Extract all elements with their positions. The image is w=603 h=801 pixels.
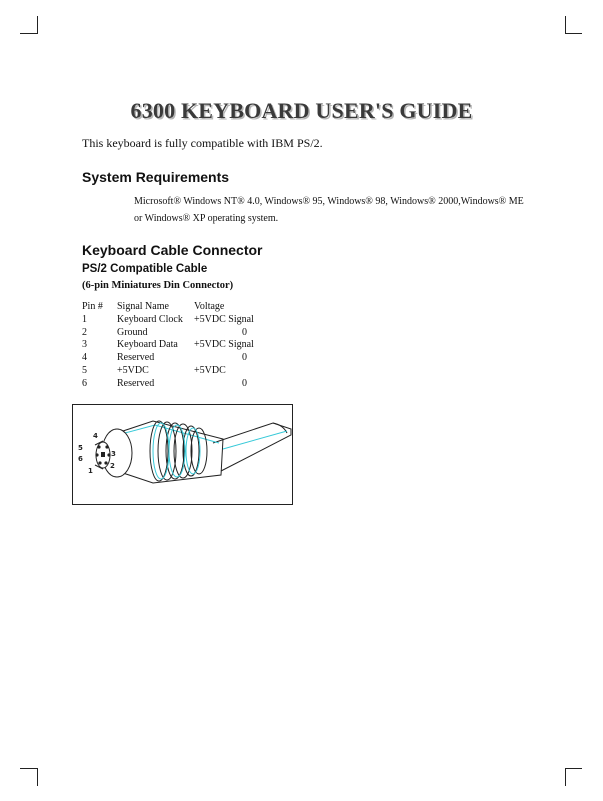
- signal-name: +5VDC: [117, 364, 149, 376]
- table-row: [82, 365, 352, 378]
- signal-name: Reserved: [117, 377, 155, 389]
- pin-table-header: [82, 301, 352, 314]
- ps2-plug-drawing: [73, 405, 293, 505]
- system-requirements-heading: System Requirements: [82, 169, 230, 185]
- header-voltage: Voltage: [194, 301, 225, 312]
- pin-number: 6: [82, 377, 87, 389]
- header-pin: Pin #: [82, 301, 103, 312]
- table-row: [82, 314, 352, 327]
- system-requirements-text: Microsoft® Windows NT® 4.0, Windows® 95, Windows® 98, Windows® 2000,Windows® ME or Windows® XP operating system.: [134, 196, 524, 224]
- cable-connector-heading: Keyboard Cable Connector: [82, 242, 263, 258]
- voltage: +5VDC Signal: [194, 313, 254, 325]
- table-row: [82, 339, 352, 352]
- pin-label-2: 2: [110, 462, 115, 470]
- pin-label-3: 3: [111, 450, 116, 458]
- signal-name: Keyboard Data: [117, 339, 178, 351]
- connector-note: (6-pin Miniatures Din Connector): [82, 280, 234, 291]
- table-row: [82, 352, 352, 365]
- table-row: [82, 327, 352, 340]
- header-signal: Signal Name: [117, 301, 169, 312]
- pin-number: 4: [82, 352, 87, 364]
- crop-mark-bottom-left-h: [20, 768, 37, 769]
- crop-mark-top-left-v: [37, 16, 38, 34]
- voltage: 0: [242, 377, 247, 389]
- pin-table: [82, 301, 352, 391]
- intro-text: This keyboard is fully compatible with IBM PS/2.: [82, 136, 323, 150]
- crop-mark-bottom-right-v: [565, 768, 566, 786]
- voltage: 0: [242, 326, 247, 338]
- connector-illustration: [72, 404, 293, 505]
- page-title: 6300 KEYBOARD USER'S GUIDE: [130, 98, 473, 123]
- crop-mark-top-right-h: [565, 33, 582, 34]
- crop-mark-top-left-h: [20, 33, 37, 34]
- pin-label-1: 1: [88, 467, 93, 475]
- pin-number: 5: [82, 364, 87, 376]
- pin-label-4: 4: [93, 432, 98, 440]
- crop-mark-bottom-right-h: [565, 768, 582, 769]
- pin-number: 2: [82, 326, 87, 338]
- voltage: 0: [242, 352, 247, 364]
- pin-label-5: 5: [78, 444, 83, 452]
- crop-mark-top-right-v: [565, 16, 566, 34]
- voltage: +5VDC Signal: [194, 339, 254, 351]
- pin-number: 1: [82, 313, 87, 325]
- pin-number: 3: [82, 339, 87, 351]
- pin-label-6: 6: [78, 455, 83, 463]
- signal-name: Ground: [117, 326, 148, 338]
- crop-mark-bottom-left-v: [37, 768, 38, 786]
- ps2-cable-subheading: PS/2 Compatible Cable: [82, 263, 208, 275]
- signal-name: Reserved: [117, 352, 155, 364]
- voltage: +5VDC: [194, 364, 226, 376]
- table-row: [82, 378, 352, 391]
- signal-name: Keyboard Clock: [117, 313, 183, 325]
